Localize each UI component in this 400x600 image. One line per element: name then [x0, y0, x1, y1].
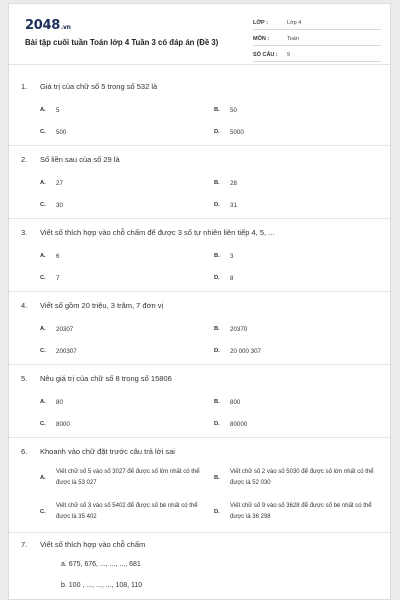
meta-value: Lớp 4 — [287, 20, 302, 26]
meta-label: MÔN : — [253, 36, 270, 42]
question-text: Viết số thích hợp vào chỗ chấm — [40, 540, 146, 549]
divider — [9, 291, 390, 292]
option-letter: D. — [214, 202, 220, 208]
option-letter: B. — [214, 399, 220, 405]
question-number: 3. — [21, 228, 28, 237]
option-letter: C. — [40, 275, 46, 281]
option-letter: D. — [214, 275, 220, 281]
option-value: 5 — [56, 107, 60, 114]
option-value: 28 — [230, 180, 237, 187]
option-value: 8 — [230, 275, 234, 282]
question-text: Nêu giá trị của chữ số 8 trong số 15806 — [40, 374, 172, 383]
fill-line-b[interactable]: b. 100 , ..., ..., ..., 108, 110 — [61, 582, 143, 589]
divider — [9, 532, 390, 533]
question-text: Viết số gồm 20 triệu, 3 trăm, 7 đơn vị — [40, 301, 164, 310]
meta-row-grade — [253, 16, 381, 30]
meta-row-subject — [253, 32, 381, 46]
option-value: 30 — [56, 202, 63, 209]
question-number: 1. — [21, 82, 28, 91]
option-letter: A. — [40, 399, 46, 405]
option-letter: C. — [40, 421, 46, 427]
option-letter: C. — [40, 348, 46, 354]
divider — [9, 437, 390, 438]
fill-line-a[interactable]: a. 675, 676, ..., ..., ..., 681 — [61, 561, 141, 568]
meta-value: Toán — [287, 36, 299, 42]
worksheet-header — [9, 4, 390, 65]
option-value: Viết chữ số 2 vào số 5030 để được số lớn nhất có thể được là 52 030 — [230, 469, 374, 486]
option-letter: C. — [40, 509, 46, 515]
question-text: Giá trị của chữ số 5 trong số 532 là — [40, 82, 158, 91]
option-value: 200307 — [56, 348, 77, 355]
option-letter: A. — [40, 475, 46, 481]
option-value: 500 — [56, 129, 67, 136]
option-letter: A. — [40, 253, 46, 259]
option-letter: B. — [214, 253, 220, 259]
divider — [9, 218, 390, 219]
option-value: 80000 — [230, 421, 248, 428]
question-number: 7. — [21, 540, 28, 549]
option-value: 8000 — [56, 421, 70, 428]
option-value: Viết chữ số 5 vào số 3027 để được số lớn nhất có thể được là 53 027 — [56, 469, 200, 486]
question-number: 4. — [21, 301, 28, 310]
option-value: 50 — [230, 107, 237, 114]
option-value: Viết chữ số 9 vào số 3628 để được số bé nhất có thể được là 36 298 — [230, 503, 372, 520]
page-title: Bài tập cuối tuần Toán lớp 4 Tuần 3 có đáp án (Đề 3) — [25, 38, 219, 47]
option-letter: A. — [40, 107, 46, 113]
option-letter: A. — [40, 326, 46, 332]
option-value: 80 — [56, 399, 63, 406]
option-value: 20370 — [230, 326, 248, 333]
option-value: 27 — [56, 180, 63, 187]
option-value: 20307 — [56, 326, 74, 333]
meta-row-count — [253, 48, 381, 62]
worksheet-page — [8, 3, 391, 600]
option-value: 31 — [230, 202, 237, 209]
option-value: 800 — [230, 399, 241, 406]
option-letter: A. — [40, 180, 46, 186]
option-value: 3 — [230, 253, 234, 260]
meta-info — [253, 16, 381, 62]
divider — [9, 364, 390, 365]
option-letter: D. — [214, 421, 220, 427]
option-value: 7 — [56, 275, 60, 282]
meta-label: SỐ CÂU : — [253, 52, 278, 58]
question-text: Khoanh vào chữ đặt trước câu trả lời sai — [40, 447, 175, 456]
logo-text: 2048 — [25, 18, 60, 33]
meta-label: LỚP : — [253, 20, 268, 26]
option-letter: D. — [214, 129, 220, 135]
option-value: Viết chữ số 3 vào số 5402 để được số bé nhất có thể được là 35 402 — [56, 503, 198, 520]
option-letter: B. — [214, 475, 220, 481]
meta-value: 9 — [287, 52, 291, 58]
question-number: 5. — [21, 374, 28, 383]
option-letter: B. — [214, 180, 220, 186]
option-letter: D. — [214, 509, 220, 515]
option-letter: C. — [40, 129, 46, 135]
option-letter: B. — [214, 326, 220, 332]
option-value: 20 000 307 — [230, 348, 261, 355]
option-letter: C. — [40, 202, 46, 208]
option-letter: D. — [214, 348, 220, 354]
question-text: Số liền sau của số 29 là — [40, 155, 120, 164]
question-text: Viết số thích hợp vào chỗ chấm để được 3 số tự nhiên liên tiếp 4, 5, ... — [40, 228, 275, 237]
question-number: 2. — [21, 155, 28, 164]
question-number: 6. — [21, 447, 28, 456]
option-value: 5000 — [230, 129, 244, 136]
divider — [9, 145, 390, 146]
logo-suffix: .vn — [60, 24, 71, 31]
option-letter: B. — [214, 107, 220, 113]
site-logo[interactable] — [25, 18, 71, 33]
option-value: 6 — [56, 253, 60, 260]
